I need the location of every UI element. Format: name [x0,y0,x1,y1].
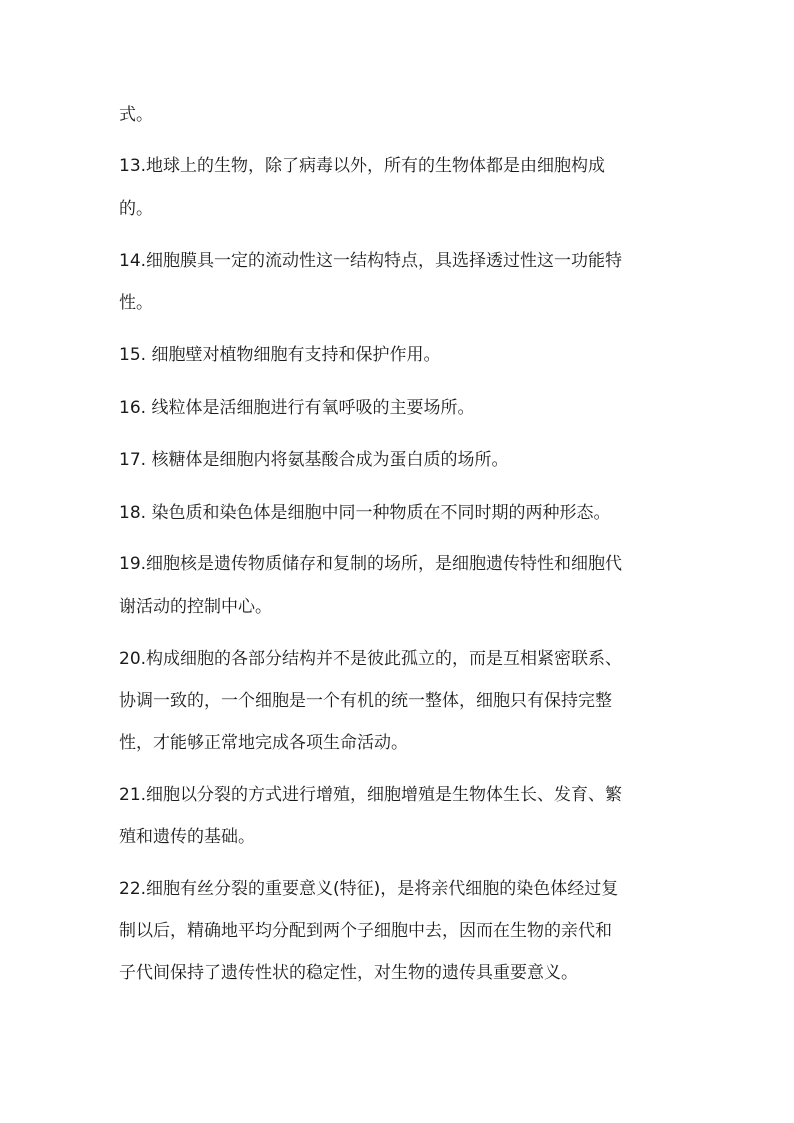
text-line: 性，才能够正常地完成各项生命活动。 [119,733,408,753]
text-line: 谢活动的控制中心。 [119,597,272,617]
text-line: 性。 [119,293,153,313]
text-line: 的。 [119,199,153,219]
text-line: 16. 线粒体是活细胞进行有氧呼吸的主要场所。 [119,398,475,418]
text-line: 21.细胞以分裂的方式进行增殖，细胞增殖是生物体生长、发育、繁 [119,785,623,805]
text-line: 19.细胞核是遗传物质储存和复制的场所，是细胞遗传特性和细胞代 [119,554,623,574]
text-line: 22.细胞有丝分裂的重要意义(特征)，是将亲代细胞的染色体经过复 [119,879,619,899]
text-line: 制以后，精确地平均分配到两个子细胞中去，因而在生物的亲代和 [119,921,612,941]
text-line: 15. 细胞壁对植物细胞有支持和保护作用。 [119,345,441,365]
text-line: 17. 核糖体是细胞内将氨基酸合成为蛋白质的场所。 [119,450,509,470]
text-line: 式。 [119,105,153,125]
text-line: 子代间保持了遗传性状的稳定性，对生物的遗传具重要意义。 [119,963,578,983]
text-line: 协调一致的，一个细胞是一个有机的统一整体，细胞只有保持完整 [119,691,612,711]
text-line: 14.细胞膜具一定的流动性这一结构特点，具选择透过性这一功能特 [119,251,623,271]
text-line: 13.地球上的生物，除了病毒以外，所有的生物体都是由细胞构成 [119,156,606,176]
text-line: 18. 染色质和染色体是细胞中同一种物质在不同时期的两种形态。 [119,503,611,523]
text-line: 殖和遗传的基础。 [119,827,255,847]
text-line: 20.构成细胞的各部分结构并不是彼此孤立的，而是互相紧密联系、 [119,649,623,669]
